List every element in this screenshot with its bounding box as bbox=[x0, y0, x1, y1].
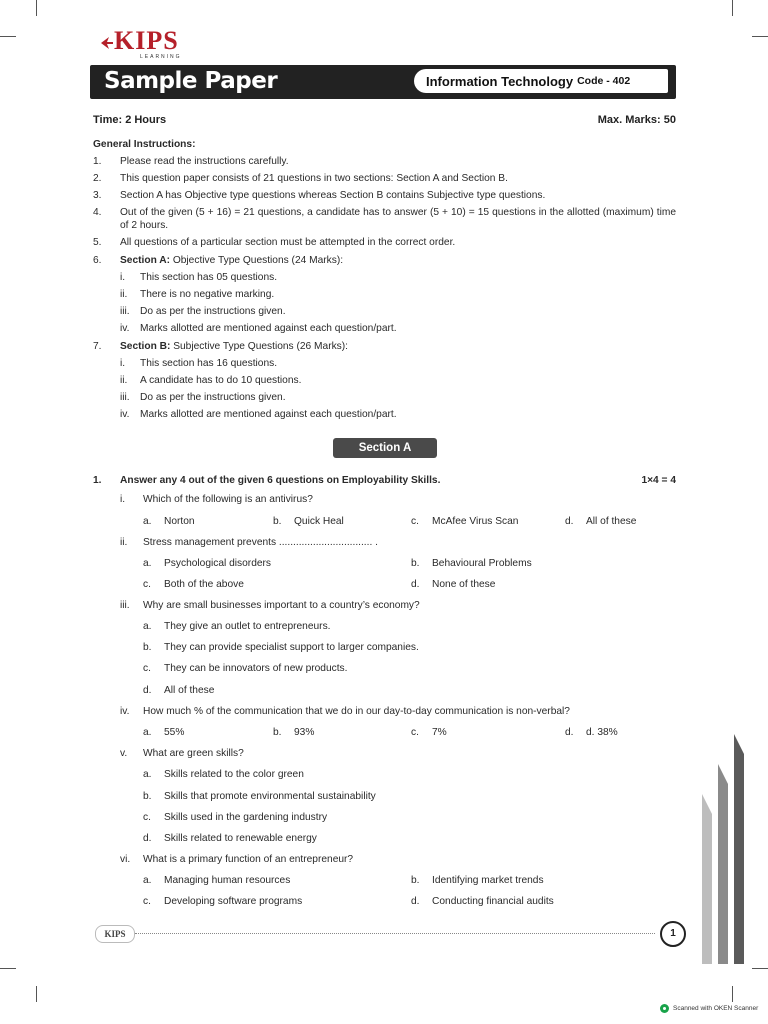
list-item-number: 5. bbox=[93, 237, 102, 248]
instruction-4: Out of the given (5 + 16) = 21 questions, a candidate has to answer (5 + 10) = 15 questions in the allotted (maximum) time of 2 hours. bbox=[120, 207, 676, 231]
paper-title: Sample Paper bbox=[104, 68, 278, 94]
option-text: Identifying market trends bbox=[432, 875, 544, 886]
part-number: iii. bbox=[120, 600, 130, 611]
kips-logo bbox=[100, 28, 182, 60]
option-text: Quick Heal bbox=[294, 516, 344, 527]
option-letter: c. bbox=[143, 812, 151, 823]
option-text: Skills related to the color green bbox=[164, 769, 304, 780]
footer-logo: KIPS bbox=[95, 925, 135, 943]
footer-divider bbox=[135, 933, 655, 934]
sub-instruction: Do as per the instructions given. bbox=[140, 306, 286, 317]
scanner-logo-icon bbox=[660, 1004, 669, 1013]
crop-mark bbox=[0, 968, 16, 969]
option-letter: b. bbox=[143, 791, 152, 802]
sub-instruction: Do as per the instructions given. bbox=[140, 392, 286, 403]
option-letter: a. bbox=[143, 875, 152, 886]
list-item-number: 6. bbox=[93, 255, 102, 266]
option-letter: a. bbox=[143, 558, 152, 569]
section-a-heading: Section A bbox=[333, 438, 437, 458]
part-number: v. bbox=[120, 748, 128, 759]
list-item-number: 3. bbox=[93, 190, 102, 201]
option-text: Developing software programs bbox=[164, 896, 303, 907]
crop-mark bbox=[752, 968, 768, 969]
option-letter: c. bbox=[143, 896, 151, 907]
sub-item-number: i. bbox=[120, 272, 126, 283]
part-question: How much % of the communication that we do in our day-to-day communication is non-verbal? bbox=[143, 706, 570, 717]
corner-stripes-decoration bbox=[684, 734, 744, 964]
subject-name: Information Technology bbox=[426, 73, 574, 89]
option-letter: a. bbox=[143, 621, 152, 632]
option-text: Skills that promote environmental sustainability bbox=[164, 791, 376, 802]
part-number: i. bbox=[120, 494, 126, 505]
page-number: 1 bbox=[660, 921, 686, 947]
crop-mark bbox=[36, 986, 37, 1002]
max-marks-label: Max. Marks: 50 bbox=[597, 114, 676, 126]
option-letter: b. bbox=[273, 516, 282, 527]
instruction-1: Please read the instructions carefully. bbox=[120, 156, 289, 167]
option-text: Behavioural Problems bbox=[432, 558, 532, 569]
part-number: iv. bbox=[120, 706, 130, 717]
sub-item-number: ii. bbox=[120, 289, 128, 300]
sub-instruction: A candidate has to do 10 questions. bbox=[140, 375, 302, 386]
option-text: They give an outlet to entrepreneurs. bbox=[164, 621, 331, 632]
option-text: d. 38% bbox=[586, 727, 618, 738]
list-item-number: 2. bbox=[93, 173, 102, 184]
option-letter: c. bbox=[143, 663, 151, 674]
option-text: Psychological disorders bbox=[164, 558, 272, 569]
option-letter: b. bbox=[411, 558, 420, 569]
option-letter: d. bbox=[143, 833, 152, 844]
section-a-desc: Objective Type Questions (24 Marks): bbox=[170, 255, 344, 266]
part-question: Which of the following is an antivirus? bbox=[143, 494, 313, 505]
crop-mark bbox=[732, 986, 733, 1002]
option-letter: b. bbox=[411, 875, 420, 886]
option-letter: b. bbox=[143, 642, 152, 653]
list-item-number: 4. bbox=[93, 207, 102, 218]
part-question: What are green skills? bbox=[143, 748, 244, 759]
instructions-heading: General Instructions: bbox=[93, 139, 196, 150]
instruction-3: Section A has Objective type questions whereas Section B contains Subjective type questions. bbox=[120, 190, 546, 201]
instruction-5: All questions of a particular section must be attempted in the correct order. bbox=[120, 237, 456, 248]
option-text: They can be innovators of new products. bbox=[164, 663, 348, 674]
option-letter: d. bbox=[411, 896, 420, 907]
part-number: vi. bbox=[120, 854, 131, 865]
subject-code: Code - 402 bbox=[577, 75, 631, 87]
sub-instruction: This section has 05 questions. bbox=[140, 272, 278, 283]
section-b-desc: Subjective Type Questions (26 Marks): bbox=[170, 341, 348, 352]
section-a-label: Section A: bbox=[120, 255, 170, 266]
option-text: Norton bbox=[164, 516, 195, 527]
option-letter: c. bbox=[411, 516, 419, 527]
option-letter: d. bbox=[411, 579, 420, 590]
option-letter: c. bbox=[143, 579, 151, 590]
sub-item-number: iii. bbox=[120, 392, 130, 403]
part-question: What is a primary function of an entrepreneur? bbox=[143, 854, 354, 865]
option-text: Managing human resources bbox=[164, 875, 291, 886]
title-banner bbox=[90, 65, 676, 99]
crop-mark bbox=[732, 0, 733, 16]
instruction-6 bbox=[120, 254, 343, 267]
part-number: ii. bbox=[120, 537, 128, 548]
sub-instruction: There is no negative marking. bbox=[140, 289, 275, 300]
crop-mark bbox=[0, 36, 16, 37]
option-letter: a. bbox=[143, 516, 152, 527]
option-letter: d. bbox=[143, 685, 152, 696]
logo-arrow-icon bbox=[100, 36, 114, 50]
part-question: Stress management prevents ................................. . bbox=[143, 537, 378, 548]
option-text: All of these bbox=[164, 685, 215, 696]
option-text: Conducting financial audits bbox=[432, 896, 554, 907]
option-letter: c. bbox=[411, 727, 419, 738]
option-text: 7% bbox=[432, 727, 447, 738]
option-text: 93% bbox=[294, 727, 315, 738]
instruction-2: This question paper consists of 21 questions in two sections: Section A and Section B. bbox=[120, 173, 508, 184]
sub-item-number: iv. bbox=[120, 409, 130, 420]
option-text: 55% bbox=[164, 727, 185, 738]
question-text: Answer any 4 out of the given 6 questions on Employability Skills. bbox=[120, 475, 441, 486]
logo-tagline: LEARNING bbox=[140, 54, 182, 60]
sub-item-number: i. bbox=[120, 358, 126, 369]
option-text: McAfee Virus Scan bbox=[432, 516, 519, 527]
option-text: They can provide specialist support to larger companies. bbox=[164, 642, 419, 653]
option-letter: d. bbox=[565, 727, 574, 738]
list-item-number: 1. bbox=[93, 156, 102, 167]
sub-instruction: Marks allotted are mentioned against each question/part. bbox=[140, 409, 397, 420]
scanner-watermark bbox=[660, 1004, 758, 1013]
scanner-text: Scanned with OKEN Scanner bbox=[673, 1005, 759, 1012]
sub-item-number: ii. bbox=[120, 375, 128, 386]
option-text: Skills related to renewable energy bbox=[164, 833, 317, 844]
sub-item-number: iii. bbox=[120, 306, 130, 317]
sub-instruction: This section has 16 questions. bbox=[140, 358, 278, 369]
question-number: 1. bbox=[93, 475, 102, 486]
time-label: Time: 2 Hours bbox=[93, 114, 167, 126]
crop-mark bbox=[752, 36, 768, 37]
part-question: Why are small businesses important to a country’s economy? bbox=[143, 600, 420, 611]
question-marks: 1×4 = 4 bbox=[641, 475, 676, 486]
option-text: All of these bbox=[586, 516, 637, 527]
subject-box bbox=[414, 69, 668, 93]
option-letter: a. bbox=[143, 727, 152, 738]
logo-brand: KIPS bbox=[114, 26, 179, 55]
list-item-number: 7. bbox=[93, 341, 102, 352]
option-text: None of these bbox=[432, 579, 496, 590]
option-letter: b. bbox=[273, 727, 282, 738]
option-text: Both of the above bbox=[164, 579, 244, 590]
option-letter: a. bbox=[143, 769, 152, 780]
crop-mark bbox=[36, 0, 37, 16]
option-letter: d. bbox=[565, 516, 574, 527]
sub-instruction: Marks allotted are mentioned against each question/part. bbox=[140, 323, 397, 334]
section-b-label: Section B: bbox=[120, 341, 171, 352]
option-text: Skills used in the gardening industry bbox=[164, 812, 328, 823]
instruction-7 bbox=[120, 340, 348, 353]
sub-item-number: iv. bbox=[120, 323, 130, 334]
